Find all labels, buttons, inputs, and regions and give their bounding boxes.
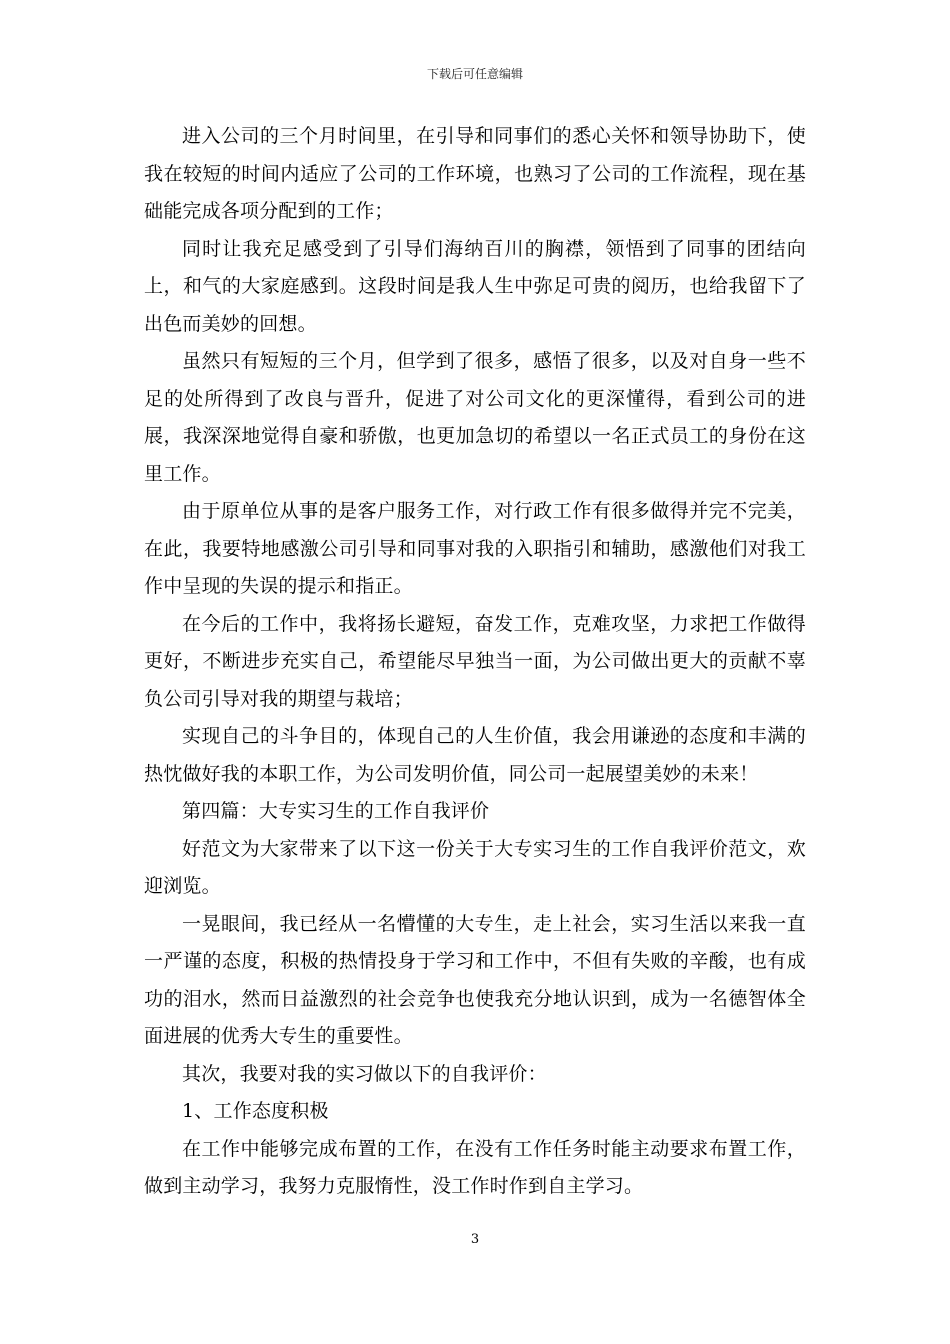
section-heading: 第四篇：大专实习生的工作自我评价 — [182, 800, 490, 822]
paragraph: 在工作中能够完成布置的工作，在没有工作任务时能主动要求布置工作，做到主动学习，我努力克服惰性，没工作时作到自主学习。 — [144, 1137, 806, 1197]
paragraph: 实现自己的斗争目的，体现自己的人生价值，我会用谦逊的态度和丰满的热忱做好我的本职工作，为公司发明价值，同公司一起展望美妙的未来！ — [144, 725, 806, 785]
paragraph: 一晃眼间，我已经从一名懵懂的大专生，走上社会，实习生活以来我一直一严谨的态度，积极的热情投身于学习和工作中，不但有失败的辛酸，也有成功的泪水，然而日益激烈的社会竞争也使我充分地认识到，成为一名德智体全面进展的优秀大专生的重要性。 — [144, 912, 806, 1047]
paragraph: 在今后的工作中，我将扬长避短，奋发工作，克难攻坚，力求把工作做得更好，不断进步充实自己，希望能尽早独当一面，为公司做出更大的贡献不辜负公司引导对我的期望与栽培； — [144, 612, 806, 710]
paragraph: 好范文为大家带来了以下这一份关于大专实习生的工作自我评价范文，欢迎浏览。 — [144, 837, 806, 897]
document-body — [144, 118, 806, 1206]
paragraph: 其次，我要对我的实习做以下的自我评价： — [182, 1062, 547, 1085]
paragraph: 同时让我充足感受到了引导们海纳百川的胸襟，领悟到了同事的团结向上，和气的大家庭感到。这段时间是我人生中弥足可贵的阅历，也给我留下了出色而美妙的回想。 — [144, 237, 806, 335]
page-number: 3 — [470, 1232, 480, 1247]
paragraph: 虽然只有短短的三个月，但学到了很多，感悟了很多，以及对自身一些不足的处所得到了改良与晋升，促进了对公司文化的更深懂得，看到公司的进展，我深深地觉得自豪和骄傲，也更加急切的希望以一名正式员工的身份在这里工作。 — [144, 350, 806, 485]
paragraph: 进入公司的三个月时间里，在引导和同事们的悉心关怀和领导协助下，使我在较短的时间内适应了公司的工作环境，也熟习了公司的工作流程，现在基础能完成各项分配到的工作； — [144, 125, 806, 222]
paragraph: 由于原单位从事的是客户服务工作，对行政工作有很多做得并完不完美，在此，我要特地感激公司引导和同事对我的入职指引和辅助，感激他们对我工作中呈现的失误的提示和指正。 — [144, 500, 806, 597]
subsection-heading: 1、工作态度积极 — [182, 1100, 329, 1122]
page-header-note: 下载后可任意编辑 — [426, 67, 523, 81]
